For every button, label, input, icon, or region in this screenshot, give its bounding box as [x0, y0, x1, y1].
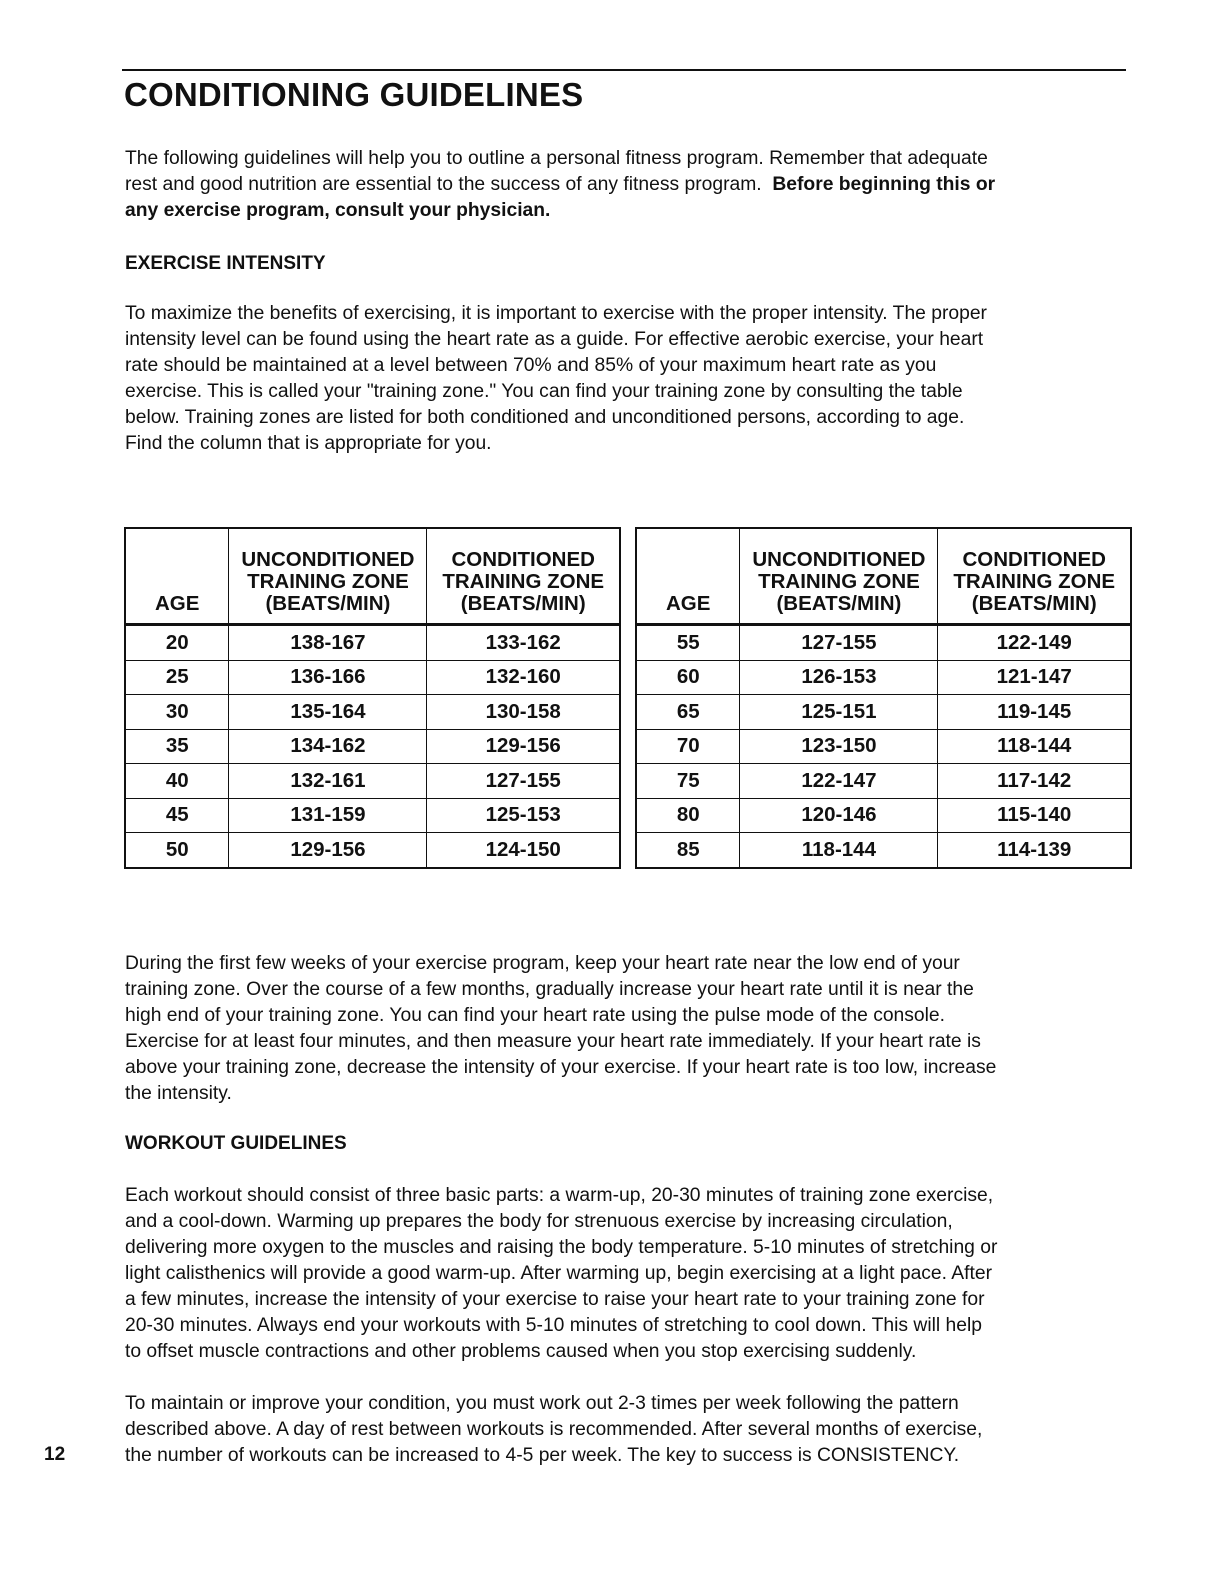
age-cell: 55 — [636, 625, 740, 661]
conditioned-zone-cell: 127-155 — [427, 764, 620, 799]
table-row — [125, 729, 620, 764]
unconditioned-zone-cell: 131-159 — [229, 798, 427, 833]
conditioned-zone-cell: 129-156 — [427, 729, 620, 764]
warning-text: any exercise program, consult your physician. — [125, 200, 551, 221]
unconditioned-zone-cell: 122-147 — [740, 764, 938, 799]
unconditioned-zone-cell: 135-164 — [229, 695, 427, 730]
header-text: TRAINING ZONE — [442, 570, 605, 593]
age-cell: 75 — [636, 764, 740, 799]
text-line: rate should be maintained at a level between 70% and 85% of your maximum heart rate as you — [125, 355, 937, 376]
intro-paragraph — [125, 146, 995, 224]
text-line: To maintain or improve your condition, you must work out 2-3 times per week following the pattern — [125, 1393, 959, 1414]
text-line: During the first few weeks of your exercise program, keep your heart rate near the low end of your — [125, 953, 960, 974]
unconditioned-zone-cell: 136-166 — [229, 660, 427, 695]
unconditioned-zone-cell: 129-156 — [229, 833, 427, 868]
unconditioned-zone-cell: 120-146 — [740, 798, 938, 833]
header-text: TRAINING ZONE — [247, 570, 409, 593]
text-line: delivering more oxygen to the muscles and raising the body temperature. 5-10 minutes of stretching or — [125, 1237, 998, 1258]
unconditioned-header — [740, 528, 938, 625]
age-cell: 30 — [125, 695, 229, 730]
conditioned-zone-cell: 125-153 — [427, 798, 620, 833]
header-text: CONDITIONED — [451, 548, 595, 571]
header-row — [636, 528, 1131, 625]
header-text: AGE — [155, 592, 200, 615]
age-cell: 80 — [636, 798, 740, 833]
conditioned-header — [427, 528, 620, 625]
unconditioned-zone-cell: 132-161 — [229, 764, 427, 799]
text-line: light calisthenics will provide a good warm-up. After warming up, begin exercising at a light pace. After — [125, 1263, 993, 1284]
conditioned-zone-cell: 130-158 — [427, 695, 620, 730]
age-cell: 65 — [636, 695, 740, 730]
text-line: above your training zone, decrease the intensity of your exercise. If your heart rate is too low, increase — [125, 1057, 997, 1078]
unconditioned-zone-cell: 127-155 — [740, 625, 938, 661]
header-text: CONDITIONED — [962, 548, 1106, 571]
text-line: The following guidelines will help you to outline a personal fitness program. Remember that adequate — [125, 148, 988, 169]
text-line: Each workout should consist of three basic parts: a warm-up, 20-30 minutes of training zone exercise, — [125, 1185, 994, 1206]
text-line: Exercise for at least four minutes, and then measure your heart rate immediately. If your heart rate is — [125, 1031, 981, 1052]
table-row — [125, 695, 620, 730]
age-header — [636, 528, 740, 625]
text-line: training zone. Over the course of a few months, gradually increase your heart rate until it is near the — [125, 979, 974, 1000]
text-line — [125, 172, 995, 198]
intensity-followup-paragraph — [125, 951, 996, 1107]
unconditioned-header — [229, 528, 427, 625]
conditioned-header — [938, 528, 1131, 625]
header-text: (BEATS/MIN) — [971, 592, 1097, 615]
conditioned-zone-cell: 121-147 — [938, 660, 1131, 695]
table-row — [125, 660, 620, 695]
text-line: the number of workouts can be increased to 4-5 per week. The key to success is CONSISTENCY. — [125, 1445, 960, 1466]
header-row — [125, 528, 620, 625]
text-normal: rest and good nutrition are essential to the success of any fitness program. — [125, 174, 773, 195]
age-cell: 85 — [636, 833, 740, 868]
unconditioned-zone-cell: 125-151 — [740, 695, 938, 730]
conditioned-zone-cell: 115-140 — [938, 798, 1131, 833]
header-text: UNCONDITIONED — [241, 548, 415, 571]
conditioned-zone-cell: 118-144 — [938, 729, 1131, 764]
table-row — [125, 625, 620, 661]
text-line: To maximize the benefits of exercising, it is important to exercise with the proper intensity. The proper — [125, 303, 987, 324]
table-row — [125, 764, 620, 799]
conditioned-zone-cell: 119-145 — [938, 695, 1131, 730]
age-cell: 70 — [636, 729, 740, 764]
text-line: and a cool-down. Warming up prepares the body for strenuous exercise by increasing circulation, — [125, 1211, 953, 1232]
header-text: (BEATS/MIN) — [776, 592, 902, 615]
table-row — [636, 695, 1131, 730]
text-line: 20-30 minutes. Always end your workouts with 5-10 minutes of stretching to cool down. This will help — [125, 1315, 983, 1336]
age-cell: 25 — [125, 660, 229, 695]
age-cell: 45 — [125, 798, 229, 833]
header-text: TRAINING ZONE — [758, 570, 920, 593]
text-line: intensity level can be found using the heart rate as a guide. For effective aerobic exercise, your heart — [125, 329, 984, 350]
age-cell: 50 — [125, 833, 229, 868]
table-row — [636, 833, 1131, 868]
text-line: a few minutes, increase the intensity of your exercise to raise your heart rate to your training zone for — [125, 1289, 985, 1310]
table-row — [125, 798, 620, 833]
conditioned-zone-cell: 122-149 — [938, 625, 1131, 661]
table-row — [125, 833, 620, 868]
age-cell: 40 — [125, 764, 229, 799]
unconditioned-zone-cell: 126-153 — [740, 660, 938, 695]
text-line: to offset muscle contractions and other problems caused when you stop exercising suddenly. — [125, 1341, 917, 1362]
table-row — [636, 660, 1131, 695]
workout-paragraph-2 — [125, 1391, 982, 1469]
conditioned-zone-cell: 124-150 — [427, 833, 620, 868]
age-cell: 20 — [125, 625, 229, 661]
conditioned-zone-cell: 133-162 — [427, 625, 620, 661]
training-zone-table-left — [124, 527, 621, 869]
table-row — [636, 625, 1131, 661]
section-heading-workout-guidelines: WORKOUT GUIDELINES — [125, 1133, 347, 1154]
unconditioned-zone-cell: 123-150 — [740, 729, 938, 764]
text-line: below. Training zones are listed for both conditioned and unconditioned persons, according to age. — [125, 407, 965, 428]
unconditioned-zone-cell: 118-144 — [740, 833, 938, 868]
header-text: (BEATS/MIN) — [265, 592, 391, 615]
conditioned-zone-cell: 117-142 — [938, 764, 1131, 799]
conditioned-zone-cell: 114-139 — [938, 833, 1131, 868]
table-row — [636, 729, 1131, 764]
unconditioned-zone-cell: 134-162 — [229, 729, 427, 764]
header-text: TRAINING ZONE — [953, 570, 1116, 593]
header-text: (BEATS/MIN) — [460, 592, 586, 615]
workout-paragraph-1 — [125, 1183, 997, 1365]
page-number: 12 — [44, 1444, 66, 1465]
text-line: exercise. This is called your "training zone." You can find your training zone by consulting the table — [125, 381, 963, 402]
text-line: described above. A day of rest between workouts is recommended. After several months of exercise, — [125, 1419, 983, 1440]
header-text: UNCONDITIONED — [752, 548, 926, 571]
section-heading-exercise-intensity: EXERCISE INTENSITY — [125, 253, 326, 274]
table-row — [636, 764, 1131, 799]
age-cell: 60 — [636, 660, 740, 695]
header-text: AGE — [666, 592, 711, 615]
table-row — [636, 798, 1131, 833]
text-line: high end of your training zone. You can find your heart rate using the pulse mode of the console. — [125, 1005, 946, 1026]
page-title: CONDITIONING GUIDELINES — [124, 76, 584, 113]
intensity-paragraph — [125, 301, 987, 457]
conditioned-zone-cell: 132-160 — [427, 660, 620, 695]
unconditioned-zone-cell: 138-167 — [229, 625, 427, 661]
age-cell: 35 — [125, 729, 229, 764]
top-rule — [122, 69, 1126, 71]
text-line: the intensity. — [125, 1083, 232, 1104]
training-zone-table-right — [635, 527, 1132, 869]
warning-text: Before beginning this or — [772, 174, 996, 195]
text-line: Find the column that is appropriate for you. — [125, 433, 492, 454]
age-header — [125, 528, 229, 625]
